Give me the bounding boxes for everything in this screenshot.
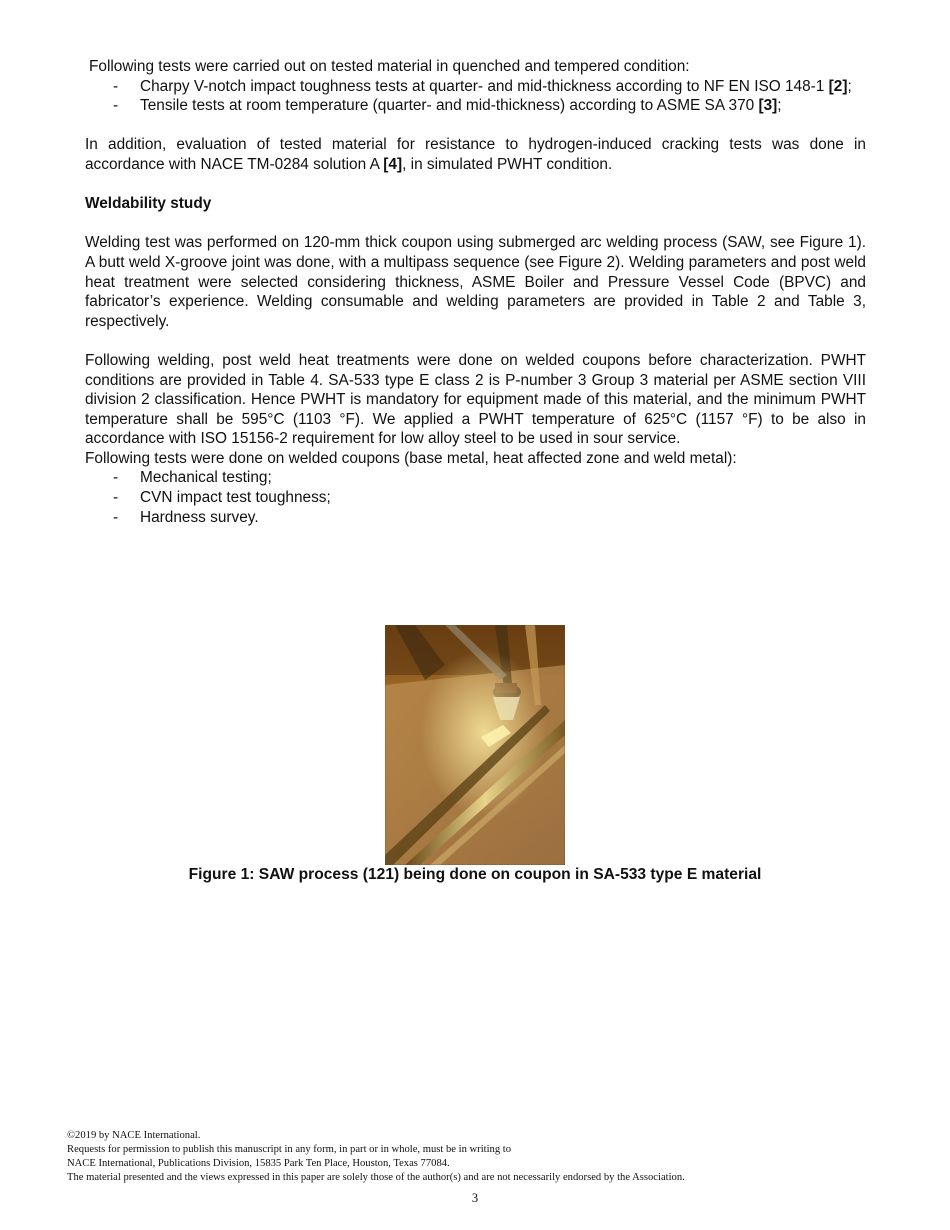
list-dash: - — [113, 469, 119, 487]
saw-process-photo — [385, 625, 565, 865]
footer-line: Requests for permission to publish this manuscript in any form, in part or in whole, must be in writing to — [67, 1144, 512, 1155]
list-item-text: Tensile tests at room temperature (quarter- and mid-thickness) according to ASME SA 370 — [140, 97, 759, 115]
figure-caption: Figure 1: SAW process (121) being done on coupon in SA-533 type E material — [188, 866, 762, 883]
footer-line: ©2019 by NACE International. — [67, 1130, 201, 1141]
list-dash: - — [113, 77, 119, 95]
list-dash: - — [113, 97, 119, 115]
hic-paragraph — [85, 135, 866, 174]
list-item-tail: ; — [777, 97, 782, 115]
reference: [3] — [758, 97, 778, 115]
list-item — [85, 96, 866, 116]
list-dash: - — [113, 508, 119, 526]
list-item — [85, 488, 866, 508]
copyright-footer — [67, 1129, 685, 1185]
reference: [2] — [828, 77, 848, 95]
tests-intro: Following tests were done on welded coupons (base metal, heat affected zone and weld metal): — [85, 449, 737, 467]
reference: [4] — [383, 155, 403, 173]
weld-paragraph: Welding test was performed on 120-mm thick coupon using submerged arc welding process (SAW, see Figure 1). A butt weld X-groove joint was done, with a multipass sequence (see Figure 2). Welding parameters and post weld heat treatment were selected considering thickness, ASME Boiler and Pressure Vessel Code (BPVC) and fabricator’s experience. Welding consumable and welding parameters are provided in Table 2 and Table 3, respectively. — [85, 234, 866, 330]
page-number: 3 — [471, 1191, 479, 1205]
hic-text-end: , in simulated PWHT condition. — [402, 155, 613, 173]
list-dash: - — [113, 489, 119, 507]
footer-line: NACE International, Publications Division, 15835 Park Ten Place, Houston, Texas 77084. — [67, 1158, 450, 1169]
footer-line: The material presented and the views expressed in this paper are solely those of the author(s) and are not necessarily endorsed by the Association. — [67, 1172, 685, 1183]
section-heading: Weldability study — [85, 195, 212, 213]
intro-paragraph: Following tests were carried out on tested material in quenched and tempered condition: — [89, 58, 690, 75]
list-item-text: Charpy V-notch impact toughness tests at quarter- and mid-thickness according to NF EN ISO 148-1 — [140, 77, 829, 95]
pwht-paragraph: Following welding, post weld heat treatments were done on welded coupons before characterization. PWHT conditions are provided in Table 4. SA-533 type E class 2 is P-number 3 Group 3 material per ASME section VIII division 2 classification. Hence PWHT is mandatory for equipment made of this material, and the minimum PWHT temperature shall be 595°C (1103 °F). We applied a PWHT temperature of 625°C (1157 °F) to be also in accordance with ISO 15156-2 requirement for low alloy steel to be used in sour service. — [85, 351, 866, 448]
list-item-text: Hardness survey. — [140, 508, 259, 526]
welded-test-list — [85, 468, 866, 527]
hic-text: In addition, evaluation of tested material for resistance to hydrogen-induced cracking tests was done in accordance with NACE TM-0284 solution A — [85, 136, 866, 173]
list-item-text: CVN impact test toughness; — [140, 489, 331, 507]
figure-1-photo — [385, 625, 565, 865]
list-item-tail: ; — [847, 77, 852, 95]
list-item-text: Mechanical testing; — [140, 469, 272, 487]
list-item — [85, 468, 866, 488]
intro-test-list — [85, 77, 866, 116]
list-item — [85, 77, 866, 97]
page-body — [85, 57, 866, 527]
list-item — [85, 508, 866, 528]
